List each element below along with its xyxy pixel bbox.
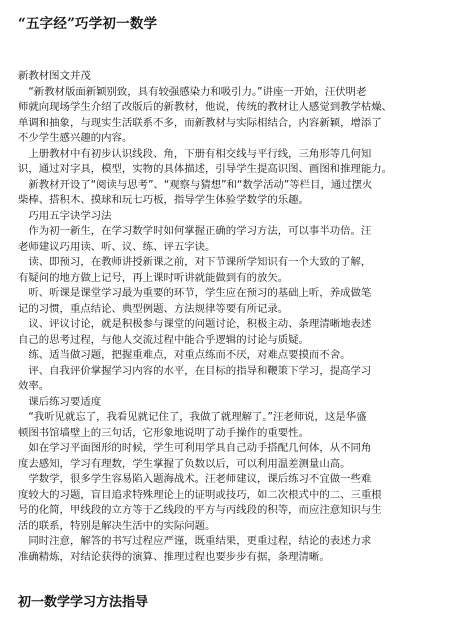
- text-line: “新教材版面新颖别致，具有较强感染力和吸引力。”讲座一开始，汪伏明老: [18, 85, 367, 98]
- text-line: 识，通过对字具，模型，实物的具体描述，引导学生提高识图、画图和推理能力。: [18, 163, 393, 175]
- text-line: 效率。: [18, 380, 50, 392]
- text-line: 号的化简，甲线段的立方等于乙线段的平方与丙线段的积等，而应注意知识与生: [18, 504, 382, 516]
- text-line: 巧用五字诀学习法: [18, 209, 112, 222]
- text-line: 如在学习平面图形的时候，学生可利用学具自己动手搭配几何体，从不同角: [18, 442, 372, 454]
- text-line: 老师建议巧用读、听、议、练、评五字诀。: [18, 240, 216, 253]
- text-line: 学数学，很多学生容易陷入题海战术。汪老师建议，课后练习不宜做一些难: [18, 473, 372, 485]
- text-line: 上册教材中有初步认识线段、角，下册有相交线与平行线，三角形等几何知: [18, 147, 372, 160]
- text-line: 听、听课是课堂学习最为重要的环节，学生应在预习的基础上听，养成做笔: [18, 287, 372, 299]
- text-line: 新教材图文并茂: [18, 70, 91, 82]
- text-line: 活的联系，特别是解决生活中的实际问题。: [18, 519, 216, 532]
- text-line: 度去感知，学习有理数，学生掌握了负数以后，可以利用温差测量山高。: [18, 457, 351, 470]
- text-line: 练、适当做习题，把握重难点，对重点练而不厌，对难点要摸而不舍。: [18, 349, 351, 361]
- text-line: 度较大的习题，盲目追求特殊理论上的证明或技巧，如二次根式中的二、三重根: [18, 488, 382, 501]
- article-body: [18, 69, 446, 565]
- text-line: 新教材开设了“阅读与思考”、“观察与猜想”和“数学活动”等栏目，通过摆火: [18, 178, 373, 191]
- text-line: 顿图书馆墙壁上的三句话，它形象地说明了动手操作的重要性。: [18, 426, 309, 439]
- page-title: “五字经”巧学初一数学: [18, 16, 158, 32]
- text-line: 单调和抽象，与现实生活联系不多，而新教材与实际相结合，内容新颖，增添了: [18, 116, 382, 129]
- text-line: 柴棒、搭积木、摸球和玩七巧板，指导学生体验学数学的乐趣。: [18, 194, 309, 206]
- section-heading: 初一数学学习方法指导: [18, 595, 149, 610]
- text-line: 有疑问的地方做上记号，再上课时听讲就能做到有的放矢。: [18, 271, 289, 284]
- text-line: 自己的思考过程，与他人交流过程中能合乎逻辑的讨论与质疑。: [18, 333, 309, 346]
- text-line: 课后练习要适度: [18, 395, 102, 408]
- text-line: 准确精炼，对结论获得的演算、推理过程也要步步有据，条理清晰。: [18, 550, 330, 563]
- text-line: 同时注意，解答的书写过程应严谨，既重结果，更重过程，结论的表述力求: [18, 535, 372, 547]
- text-line: 师就向现场学生介绍了改版后的新教材，他说，传统的教材让人感觉到教学枯燥、: [18, 101, 393, 113]
- text-line: 记的习惯，重点结论、典型例题、方法规律等要有所记录。: [18, 302, 289, 315]
- text-line: 不少学生感兴趣的内容。: [18, 132, 133, 144]
- text-line: 评、自我评价掌握学习内容的水平，在目标的指导和鞭策下学习，提高学习: [18, 364, 372, 377]
- text-line: 议、评议讨论，就是积极参与课堂的问题讨论，积极主动、条理清晰地表述: [18, 318, 372, 330]
- text-line: 作为初一新生，在学习数学时如何掌握正确的学习方法，可以事半功倍。汪: [18, 225, 372, 237]
- text-line: 读、即预习，在教师讲授新课之前，对下节课所学知识有一个大致的了解，: [18, 256, 372, 268]
- text-line: “我听见就忘了，我看见就记住了，我做了就理解了。”汪老师说，这是华盛: [18, 411, 367, 423]
